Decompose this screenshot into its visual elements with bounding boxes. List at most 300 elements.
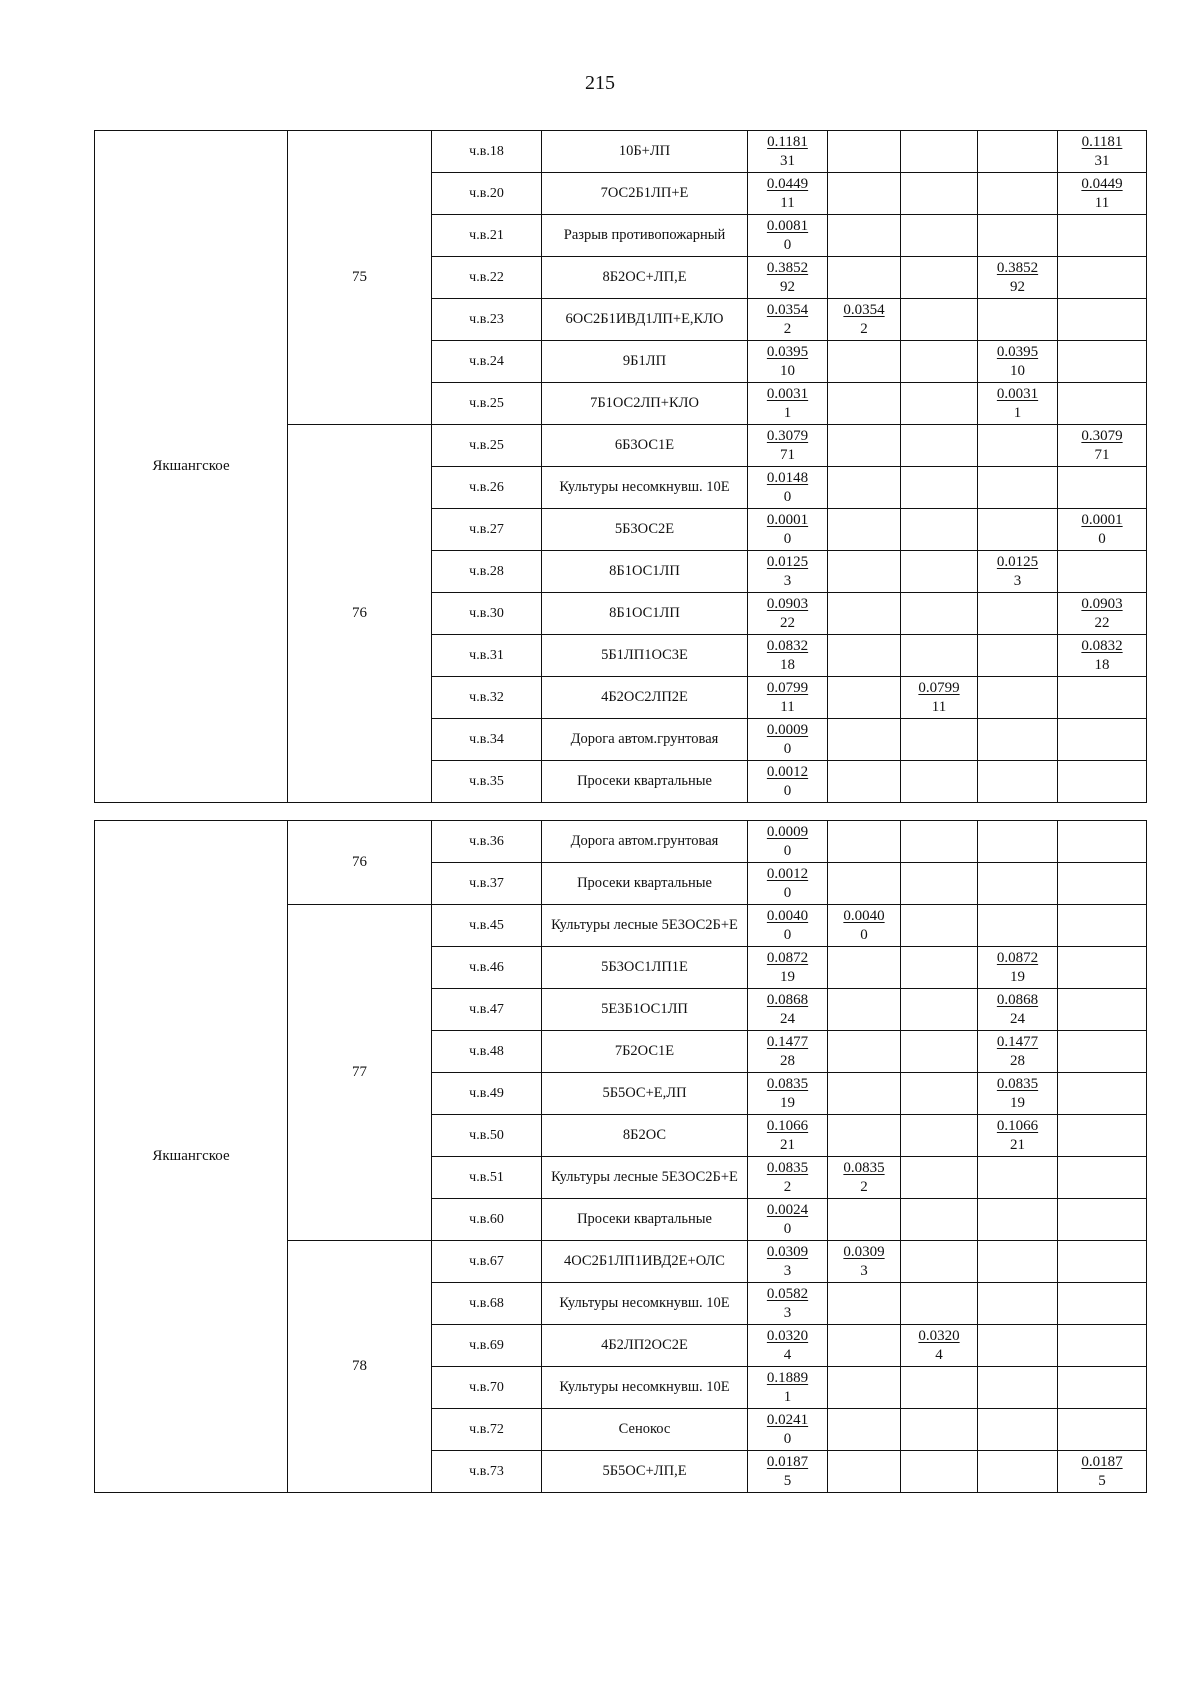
total-cell [748, 1325, 828, 1367]
category-c4-cell [1058, 593, 1147, 635]
plot-number-cell: ч.в.48 [432, 1031, 542, 1073]
plot-number-cell: ч.в.22 [432, 257, 542, 299]
area-value: 0.0001 [1081, 511, 1123, 528]
area-volume-fraction [1058, 511, 1146, 549]
table-row [95, 131, 1147, 173]
total-cell [748, 719, 828, 761]
category-c3-cell [978, 383, 1058, 425]
area-value: 0.0799 [918, 679, 960, 696]
category-c3-cell [978, 425, 1058, 467]
composition-cell: Просеки квартальные [542, 761, 748, 803]
area-value: 0.3852 [766, 259, 809, 276]
area-value: 0.1066 [996, 1117, 1039, 1134]
plot-number-cell: ч.в.21 [432, 215, 542, 257]
area-volume-fraction [748, 907, 827, 945]
composition-cell: 8Б1ОС1ЛП [542, 593, 748, 635]
category-c3-cell [978, 173, 1058, 215]
category-c4-cell [1058, 299, 1147, 341]
volume-value: 21 [1010, 1136, 1025, 1153]
area-volume-fraction [748, 385, 827, 423]
category-c1-cell [828, 1325, 901, 1367]
category-c4-cell [1058, 821, 1147, 863]
category-c4-cell [1058, 1241, 1147, 1283]
area-value: 0.0009 [766, 823, 809, 840]
area-value: 0.0582 [766, 1285, 809, 1302]
total-cell [748, 635, 828, 677]
composition-cell: Просеки квартальные [542, 863, 748, 905]
area-volume-fraction [748, 1201, 827, 1239]
composition-cell: 10Б+ЛП [542, 131, 748, 173]
area-volume-fraction [1058, 427, 1146, 465]
total-cell [748, 947, 828, 989]
category-c1-cell [828, 509, 901, 551]
area-value: 0.0835 [843, 1159, 885, 1176]
plot-number-cell: ч.в.25 [432, 383, 542, 425]
volume-value: 22 [780, 614, 795, 631]
volume-value: 0 [783, 1220, 792, 1237]
category-c3-cell [978, 677, 1058, 719]
composition-cell: 5Б5ОС+Е,ЛП [542, 1073, 748, 1115]
area-volume-fraction [828, 1159, 900, 1197]
category-c2-cell [901, 1031, 978, 1073]
area-volume-fraction [748, 1285, 827, 1323]
total-cell [748, 551, 828, 593]
plot-number-cell: ч.в.37 [432, 863, 542, 905]
total-cell [748, 761, 828, 803]
total-cell [748, 215, 828, 257]
area-value: 0.3079 [766, 427, 809, 444]
area-volume-fraction [978, 385, 1057, 423]
area-volume-fraction [901, 1327, 977, 1365]
area-volume-fraction [748, 1369, 827, 1407]
category-c2-cell [901, 635, 978, 677]
category-c2-cell [901, 1283, 978, 1325]
category-c3-cell [978, 131, 1058, 173]
category-c2-cell [901, 1157, 978, 1199]
plot-number-cell: ч.в.50 [432, 1115, 542, 1157]
category-c2-cell [901, 821, 978, 863]
total-cell [748, 821, 828, 863]
category-c3-cell [978, 1367, 1058, 1409]
volume-value: 3 [783, 1262, 792, 1279]
area-volume-fraction [748, 637, 827, 675]
category-c4-cell [1058, 509, 1147, 551]
category-c2-cell [901, 425, 978, 467]
category-c1-cell [828, 1451, 901, 1493]
volume-value: 18 [1094, 656, 1110, 673]
area-volume-fraction [748, 949, 827, 987]
category-c3-cell [978, 1325, 1058, 1367]
volume-value: 24 [780, 1010, 795, 1027]
category-c3-cell [978, 1115, 1058, 1157]
plot-number-cell: ч.в.45 [432, 905, 542, 947]
area-volume-fraction [828, 301, 900, 339]
category-c3-cell [978, 467, 1058, 509]
total-cell [748, 1199, 828, 1241]
forest-table-1 [94, 130, 1147, 803]
category-c3-cell [978, 1283, 1058, 1325]
area-volume-fraction [748, 991, 827, 1029]
category-c4-cell [1058, 1199, 1147, 1241]
category-c1-cell [828, 1115, 901, 1157]
category-c2-cell [901, 1073, 978, 1115]
area-volume-fraction [748, 763, 827, 801]
area-value: 0.0799 [766, 679, 809, 696]
volume-value: 19 [1010, 968, 1025, 985]
composition-cell: 9Б1ЛП [542, 341, 748, 383]
category-c4-cell [1058, 1409, 1147, 1451]
category-c1-cell [828, 635, 901, 677]
composition-cell: Культуры несомкнувш. 10Е [542, 1283, 748, 1325]
category-c4-cell [1058, 1367, 1147, 1409]
composition-cell: 5Б3ОС1ЛП1Е [542, 947, 748, 989]
total-cell [748, 257, 828, 299]
category-c4-cell [1058, 257, 1147, 299]
page-number: 215 [585, 72, 615, 94]
category-c2-cell [901, 1409, 978, 1451]
total-cell [748, 1031, 828, 1073]
category-c1-cell [828, 905, 901, 947]
plot-number-cell: ч.в.36 [432, 821, 542, 863]
category-c2-cell [901, 299, 978, 341]
area-volume-fraction [1058, 595, 1146, 633]
category-c2-cell [901, 863, 978, 905]
plot-number-cell: ч.в.35 [432, 761, 542, 803]
category-c2-cell [901, 215, 978, 257]
area-value: 0.0031 [766, 385, 809, 402]
category-c3-cell [978, 551, 1058, 593]
composition-cell: Разрыв противопожарный [542, 215, 748, 257]
area-value: 0.0868 [766, 991, 809, 1008]
area-volume-fraction [1058, 175, 1146, 213]
area-volume-fraction [748, 1117, 827, 1155]
plot-number-cell: ч.в.20 [432, 173, 542, 215]
category-c1-cell [828, 821, 901, 863]
total-cell [748, 1283, 828, 1325]
category-c4-cell [1058, 677, 1147, 719]
total-cell [748, 383, 828, 425]
category-c4-cell [1058, 719, 1147, 761]
composition-cell: Культуры несомкнувш. 10Е [542, 1367, 748, 1409]
area-value: 0.3079 [1081, 427, 1123, 444]
area-value: 0.0903 [1081, 595, 1123, 612]
area-volume-fraction [748, 343, 827, 381]
category-c4-cell [1058, 761, 1147, 803]
category-c3-cell [978, 1073, 1058, 1115]
volume-value: 4 [783, 1346, 792, 1363]
area-volume-fraction [748, 595, 827, 633]
area-value: 0.0449 [766, 175, 809, 192]
area-value: 0.3852 [996, 259, 1039, 276]
composition-cell: 8Б1ОС1ЛП [542, 551, 748, 593]
composition-cell: 8Б2ОС [542, 1115, 748, 1157]
plot-number-cell: ч.в.34 [432, 719, 542, 761]
volume-value: 2 [860, 1178, 868, 1195]
area-value: 0.0241 [766, 1411, 809, 1428]
area-volume-fraction [748, 1243, 827, 1281]
total-cell [748, 1367, 828, 1409]
area-value: 0.0125 [996, 553, 1039, 570]
area-volume-fraction [748, 217, 827, 255]
category-c1-cell [828, 341, 901, 383]
category-c3-cell [978, 593, 1058, 635]
category-c4-cell [1058, 1031, 1147, 1073]
area-value: 0.0001 [766, 511, 809, 528]
composition-cell: 5Е3Б1ОС1ЛП [542, 989, 748, 1031]
category-c2-cell [901, 1199, 978, 1241]
area-value: 0.0832 [766, 637, 809, 654]
total-cell [748, 677, 828, 719]
area-value: 0.0024 [766, 1201, 809, 1218]
area-volume-fraction [828, 1243, 900, 1281]
volume-value: 1 [1013, 404, 1022, 421]
area-value: 0.0320 [918, 1327, 960, 1344]
category-c1-cell [828, 467, 901, 509]
volume-value: 1 [783, 404, 792, 421]
area-value: 0.0354 [843, 301, 885, 318]
category-c1-cell [828, 131, 901, 173]
total-cell [748, 989, 828, 1031]
volume-value: 0 [783, 926, 792, 943]
category-c4-cell [1058, 1451, 1147, 1493]
category-c1-cell [828, 1073, 901, 1115]
category-c2-cell [901, 1241, 978, 1283]
volume-value: 11 [931, 698, 947, 715]
kvartal-number-cell: 76 [288, 425, 432, 803]
area-volume-fraction [978, 259, 1057, 297]
kvartal-number-cell: 76 [288, 821, 432, 905]
category-c2-cell [901, 989, 978, 1031]
area-volume-fraction [978, 949, 1057, 987]
volume-value: 31 [1094, 152, 1110, 169]
area-volume-fraction [748, 1411, 827, 1449]
volume-value: 4 [935, 1346, 943, 1363]
area-value: 0.0354 [766, 301, 809, 318]
volume-value: 0 [783, 530, 792, 547]
plot-number-cell: ч.в.51 [432, 1157, 542, 1199]
category-c4-cell [1058, 1325, 1147, 1367]
category-c2-cell [901, 341, 978, 383]
category-c3-cell [978, 719, 1058, 761]
volume-value: 71 [1094, 446, 1110, 463]
category-c4-cell [1058, 863, 1147, 905]
category-c4-cell [1058, 1115, 1147, 1157]
category-c1-cell [828, 719, 901, 761]
area-value: 0.0832 [1081, 637, 1123, 654]
category-c1-cell [828, 593, 901, 635]
category-c1-cell [828, 383, 901, 425]
category-c3-cell [978, 821, 1058, 863]
composition-cell: Культуры лесные 5Е3ОС2Б+Е [542, 1157, 748, 1199]
category-c3-cell [978, 1241, 1058, 1283]
area-value: 0.0012 [766, 865, 809, 882]
volume-value: 1 [783, 1388, 792, 1405]
area-volume-fraction [978, 343, 1057, 381]
volume-value: 24 [1010, 1010, 1025, 1027]
area-value: 0.1181 [1081, 133, 1123, 150]
category-c3-cell [978, 761, 1058, 803]
category-c3-cell [978, 1199, 1058, 1241]
area-volume-fraction [1058, 1453, 1146, 1491]
area-volume-fraction [978, 1033, 1057, 1071]
plot-number-cell: ч.в.27 [432, 509, 542, 551]
volume-value: 11 [780, 698, 795, 715]
area-volume-fraction [978, 991, 1057, 1029]
volume-value: 10 [780, 362, 795, 379]
category-c4-cell [1058, 467, 1147, 509]
category-c4-cell [1058, 383, 1147, 425]
forestry-name-cell: Якшангское [95, 131, 288, 803]
area-value: 0.0081 [766, 217, 809, 234]
category-c3-cell [978, 299, 1058, 341]
category-c3-cell [978, 1409, 1058, 1451]
composition-cell: 7Б1ОС2ЛП+КЛО [542, 383, 748, 425]
composition-cell: 5Б5ОС+ЛП,Е [542, 1451, 748, 1493]
volume-value: 92 [780, 278, 795, 295]
volume-value: 0 [1098, 530, 1106, 547]
area-value: 0.0040 [843, 907, 885, 924]
area-value: 0.0309 [766, 1243, 809, 1260]
category-c4-cell [1058, 173, 1147, 215]
area-value: 0.0040 [766, 907, 809, 924]
volume-value: 0 [783, 842, 792, 859]
category-c3-cell [978, 341, 1058, 383]
area-volume-fraction [748, 553, 827, 591]
area-value: 0.0903 [766, 595, 809, 612]
forestry-name-cell: Якшангское [95, 821, 288, 1493]
total-cell [748, 341, 828, 383]
total-cell [748, 509, 828, 551]
volume-value: 19 [780, 1094, 795, 1111]
area-volume-fraction [978, 553, 1057, 591]
composition-cell: 4Б2ОС2ЛП2Е [542, 677, 748, 719]
volume-value: 11 [780, 194, 795, 211]
category-c1-cell [828, 863, 901, 905]
plot-number-cell: ч.в.25 [432, 425, 542, 467]
total-cell [748, 299, 828, 341]
volume-value: 92 [1010, 278, 1025, 295]
volume-value: 0 [860, 926, 868, 943]
kvartal-number-cell: 78 [288, 1241, 432, 1493]
volume-value: 2 [860, 320, 868, 337]
category-c2-cell [901, 383, 978, 425]
area-value: 0.0872 [766, 949, 809, 966]
category-c1-cell [828, 1283, 901, 1325]
category-c1-cell [828, 989, 901, 1031]
plot-number-cell: ч.в.70 [432, 1367, 542, 1409]
plot-number-cell: ч.в.24 [432, 341, 542, 383]
volume-value: 3 [783, 1304, 792, 1321]
area-value: 0.0148 [766, 469, 809, 486]
volume-value: 5 [1098, 1472, 1106, 1489]
plot-number-cell: ч.в.31 [432, 635, 542, 677]
category-c4-cell [1058, 947, 1147, 989]
category-c4-cell [1058, 635, 1147, 677]
category-c2-cell [901, 593, 978, 635]
area-volume-fraction [748, 511, 827, 549]
volume-value: 71 [780, 446, 795, 463]
area-value: 0.0012 [766, 763, 809, 780]
category-c3-cell [978, 257, 1058, 299]
category-c1-cell [828, 1199, 901, 1241]
plot-number-cell: ч.в.47 [432, 989, 542, 1031]
total-cell [748, 1073, 828, 1115]
volume-value: 0 [783, 884, 792, 901]
area-value: 0.0835 [766, 1159, 809, 1176]
category-c4-cell [1058, 1157, 1147, 1199]
area-value: 0.0309 [843, 1243, 885, 1260]
area-volume-fraction [748, 301, 827, 339]
category-c2-cell [901, 1367, 978, 1409]
total-cell [748, 1115, 828, 1157]
volume-value: 0 [783, 236, 792, 253]
area-value: 0.0872 [996, 949, 1039, 966]
area-volume-fraction [748, 721, 827, 759]
plot-number-cell: ч.в.69 [432, 1325, 542, 1367]
area-value: 0.0449 [1081, 175, 1123, 192]
category-c3-cell [978, 905, 1058, 947]
area-value: 0.0125 [766, 553, 809, 570]
area-value: 0.0031 [996, 385, 1039, 402]
category-c2-cell [901, 1451, 978, 1493]
category-c1-cell [828, 761, 901, 803]
volume-value: 0 [783, 740, 792, 757]
category-c4-cell [1058, 341, 1147, 383]
plot-number-cell: ч.в.72 [432, 1409, 542, 1451]
total-cell [748, 1241, 828, 1283]
area-volume-fraction [748, 679, 827, 717]
category-c4-cell [1058, 905, 1147, 947]
area-volume-fraction [748, 427, 827, 465]
kvartal-number-cell: 77 [288, 905, 432, 1241]
composition-cell: Культуры лесные 5Е3ОС2Б+Е [542, 905, 748, 947]
composition-cell: 5Б1ЛП1ОС3Е [542, 635, 748, 677]
volume-value: 2 [783, 1178, 792, 1195]
plot-number-cell: ч.в.18 [432, 131, 542, 173]
plot-number-cell: ч.в.28 [432, 551, 542, 593]
area-volume-fraction [901, 679, 977, 717]
category-c2-cell [901, 1115, 978, 1157]
total-cell [748, 131, 828, 173]
area-volume-fraction [748, 1159, 827, 1197]
composition-cell: 4Б2ЛП2ОС2Е [542, 1325, 748, 1367]
total-cell [748, 863, 828, 905]
category-c3-cell [978, 509, 1058, 551]
area-volume-fraction [1058, 133, 1146, 171]
category-c2-cell [901, 947, 978, 989]
area-volume-fraction [748, 823, 827, 861]
volume-value: 19 [780, 968, 795, 985]
volume-value: 19 [1010, 1094, 1025, 1111]
category-c3-cell [978, 635, 1058, 677]
plot-number-cell: ч.в.60 [432, 1199, 542, 1241]
category-c1-cell [828, 947, 901, 989]
total-cell [748, 1451, 828, 1493]
category-c4-cell [1058, 1283, 1147, 1325]
area-volume-fraction [748, 175, 827, 213]
area-volume-fraction [748, 865, 827, 903]
composition-cell: 5Б3ОС2Е [542, 509, 748, 551]
volume-value: 28 [1010, 1052, 1025, 1069]
composition-cell: 6ОС2Б1ИВД1ЛП+Е,КЛО [542, 299, 748, 341]
category-c2-cell [901, 173, 978, 215]
plot-number-cell: ч.в.49 [432, 1073, 542, 1115]
category-c2-cell [901, 761, 978, 803]
volume-value: 0 [783, 488, 792, 505]
category-c3-cell [978, 215, 1058, 257]
forest-table-2 [94, 820, 1147, 1493]
area-volume-fraction [828, 907, 900, 945]
